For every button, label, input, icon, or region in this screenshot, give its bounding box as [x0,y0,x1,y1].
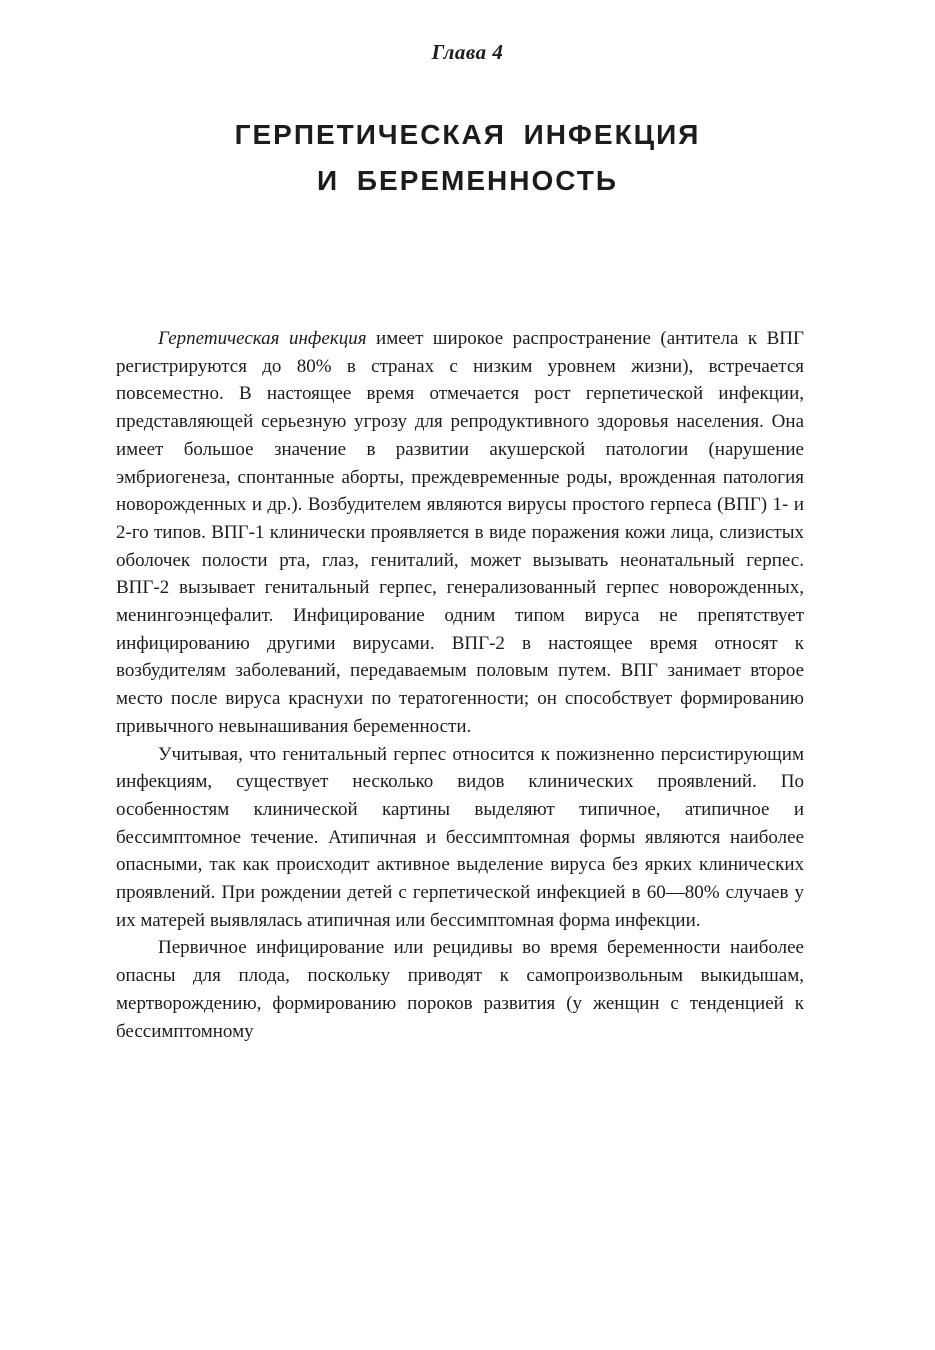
chapter-title-line-1: ГЕРПЕТИЧЕСКАЯ ИНФЕКЦИЯ [234,119,701,150]
paragraph-3: Первичное инфицирование или рецидивы во время беременности наиболее опасны для плода, поскольку приводят к самопроизвольным выкидышам, мертворождению, формированию пороков развития (у женщин с тенденцией к бессимптомному [116,937,804,1042]
chapter-title [0,112,935,204]
body-text [116,325,804,1045]
paragraph-1 [116,325,804,741]
paragraph-1-text: имеет широкое распространение (антитела к ВПГ регистрируются до 80% в странах с низким уровнем жизни), встречается повсеместно. В настоящее время отмечается рост герпетической инфекции, представляющей серьезную угрозу для репродуктивного здоровья населения. Она имеет большое значение в развитии акушерской патологии (нарушение эмбриогенеза, спонтанные аборты, преждевременные роды, врожденная патология новорожденных и др.). Возбудителем являются вирусы простого герпеса (ВПГ) 1- и 2-го типов. ВПГ-1 клинически проявляется в виде поражения кожи лица, слизистых оболочек полости рта, глаз, гениталий, может вызывать неонатальный герпес. ВПГ-2 вызывает генитальный герпес, генерализованный герпес новорожденных, менингоэнцефалит. Инфицирование одним типом вируса не препятствует инфицированию другими вирусами. ВПГ-2 в настоящее время относят к возбудителям заболеваний, передаваемым половым путем. ВПГ занимает второе место после вируса краснухи по тератогенности; он способствует формированию привычного невынашивания беременности. [116,328,804,737]
paragraph-2: Учитывая, что генитальный герпес относится к пожизненно персистирующим инфекциям, существует несколько видов клинических проявлений. По особенностям клинической картины выделяют типичное, атипичное и бессимптомное течение. Атипичная и бессимптомная формы являются наиболее опасными, так как происходит активное выделение вируса без ярких клинических проявлений. При рождении детей с герпетической инфекцией в 60—80% случаев у их матерей выявлялась атипичная или бессимптомная форма инфекции. [116,743,804,931]
chapter-title-line-2: И БЕРЕМЕННОСТЬ [316,165,619,196]
paragraph-1-italic-term: Герпетическая инфекция [158,328,367,349]
chapter-number: Глава 4 [431,40,504,64]
